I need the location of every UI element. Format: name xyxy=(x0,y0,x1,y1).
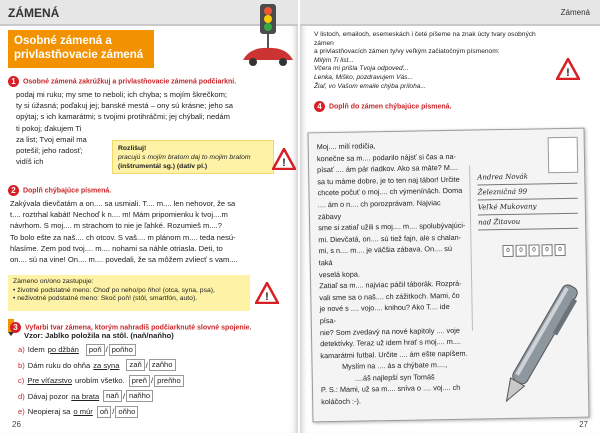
list-item: a) Idem po džbán poň / poňho xyxy=(18,342,258,358)
exercise-1-heading: 1 Osobné zámená zakrúžkuj a privlastňovacie zámená podčiarkni. xyxy=(8,76,288,87)
svg-text:!: ! xyxy=(265,291,269,303)
exercise-3-example: Vzor: Jablko položila na stôl. (naň/naňho) xyxy=(24,331,174,340)
warning-icon xyxy=(255,282,279,304)
lesson-title: Osobné zámená a privlastňovacie zámená xyxy=(8,30,154,68)
option-box[interactable]: zaň xyxy=(126,359,144,371)
postcard-text: Moj.... milí rodičia, konečne sa m.... podarilo nájsť si čas a na- písať .... ám pár riadkov. Ako sa máte? M.... sa tu máme dobre, je to ten naj tábor! Určite chcete počuť o moj.... ch výmenínách. Doma .... ám o n.... ch porozprávam. Najviac zábavy sme si zatiaľ užili s moj.... m.... spolubývajúci- mi. Dievčatá, on.... sú tiež fajn, ale s chalan- mi, s n.... m.... je väčšia zábava. On.... sú taká veselá kopa. Zatiaľ sa m.... najviac páčil táborák. Rozprá- vali sme sa o naš.... ch zážitkoch. Mami, čo je nové s .... vojo.... knihou? Ako T.... ide písa- nie? Som zvedavý na nové kapitoly .... voje detektívky. Teraz už idem hrať s moj.... m.... kamarátmi futbal. Určite .... ám ešte napíšem. Myslím na .... ás a chýbate m...., ....áš najlepší syn Tomáš P. S.: Mami, už sa m.... sníva o .... voj.... ch koláčoch :-). xyxy=(316,141,468,407)
section-title: ZÁMENÁ xyxy=(8,6,60,20)
list-item: e) Neopieraj sa o múr oň / oňho xyxy=(18,404,258,420)
section-title: Zámená xyxy=(560,8,590,17)
option-box[interactable]: poň xyxy=(86,344,105,356)
exercise-2-heading: 2 Doplň chýbajúce písmená. xyxy=(8,185,288,196)
option-box[interactable]: oň xyxy=(97,406,111,418)
right-page xyxy=(300,0,600,433)
option-box[interactable]: preň xyxy=(129,375,150,387)
list-item: c) Pre víťazstvo urobím všetko. preň / preňho xyxy=(18,373,258,389)
address-lines: Andrea Novák Železničná 99 Veľké Mukovany nad Žitavou xyxy=(477,169,578,231)
option-box[interactable]: zaňho xyxy=(149,359,176,371)
exercise-number-badge: 2 xyxy=(8,185,19,196)
postal-code-boxes: 0 0 0 0 0 xyxy=(502,244,567,257)
stamp-box xyxy=(548,137,579,174)
left-page xyxy=(0,0,298,433)
svg-text:!: ! xyxy=(282,157,286,169)
exercise-3-heading: 3 Vyfarbi tvar zámena, ktorým nahradíš podčiarknuté slovné spojenie. xyxy=(10,322,292,333)
header-bar xyxy=(300,0,600,26)
exercise-3-items xyxy=(18,342,258,420)
exercise-number-badge: 1 xyxy=(8,76,19,87)
option-box[interactable]: naň xyxy=(103,390,122,402)
exercise-number-badge: 3 xyxy=(10,322,21,333)
option-box[interactable]: poňho xyxy=(109,344,136,356)
intro-box: V listoch, emailoch, esemeskách i četé píšeme na znak úcty tvary osobných zámen a privlastňovacích zámen ty/vy veľkým začiatočným písmenom: Milým Ti list... Včera mi prišla Tvoja odpoveď... Lenka, Miško, pozdravujem Vás... Žiaľ, vo Vašom emaile chýba príloha... xyxy=(314,31,536,90)
grammar-note: Zámeno on/ono zastupuje: • životné podstatné meno: Choď po neho/po ňho! (otca, syna, psa), • neživotné podstatné meno: Skoč poň! (stôl, smartfón, auto). xyxy=(8,275,250,311)
exercise-number-badge: 4 xyxy=(314,101,325,112)
list-item: d) Dávaj pozor na brata naň / naňho xyxy=(18,389,258,405)
postcard-divider xyxy=(469,166,473,331)
exercise-4-heading: 4 Doplň do zámen chýbajúce písmená. xyxy=(314,101,574,112)
pen-illustration xyxy=(500,268,580,418)
option-box[interactable]: preňho xyxy=(154,375,184,387)
exercise-1-text: podaj mi ruku; my sme to neboli; ich chyba; s mojím škrečkom; ty si úžasná; poďakuj jej; banské mestá – ony sú krásne; jeho sa opýtaj; s ich kamarátmi; s tvojimi protihráčmi; jej chýbali; nedám ti pokoj; ďakujem Ti za list; Tvoj email ma potešil; jeho radosť; vidíš ich xyxy=(16,90,233,167)
exercise-2-text: Zakývala dievčatám a on.... sa usmiali. T.... m.... len nehovor, že sa t.... roztrhal kabát! Nechoď k n.... m! Mám pripomienku k tvoj....m návrhom. S moj.... m strachom to nie je ľahké. Rozumieš m....? To bolo ešte za naš.... ch otcov. S vaš.... m plánom m.... teda nesú- hlasíme. Zem pod tvoj.... m.... nohami sa náhle otriasla. Deti, to on.... sú na vine! On.... m.... povedali, že sa môžem zvliecť s vam.... xyxy=(10,199,238,265)
traffic-light-car-illustration xyxy=(238,2,298,72)
warning-icon xyxy=(272,148,296,170)
option-box[interactable]: oňho xyxy=(115,406,138,418)
page-number: 26 xyxy=(12,420,21,429)
warning-icon xyxy=(556,58,580,80)
svg-text:!: ! xyxy=(566,67,570,79)
tip-box: Rozlišuj! pracujú s mojím bratom daj to mojim bratom (inštrumentál sg.) (datív pl.) xyxy=(112,140,274,174)
list-item: b) Dám ruku do ohňa za syna zaň / zaňho xyxy=(18,358,258,374)
page-number: 27 xyxy=(579,420,588,429)
option-box[interactable]: naňho xyxy=(126,390,153,402)
